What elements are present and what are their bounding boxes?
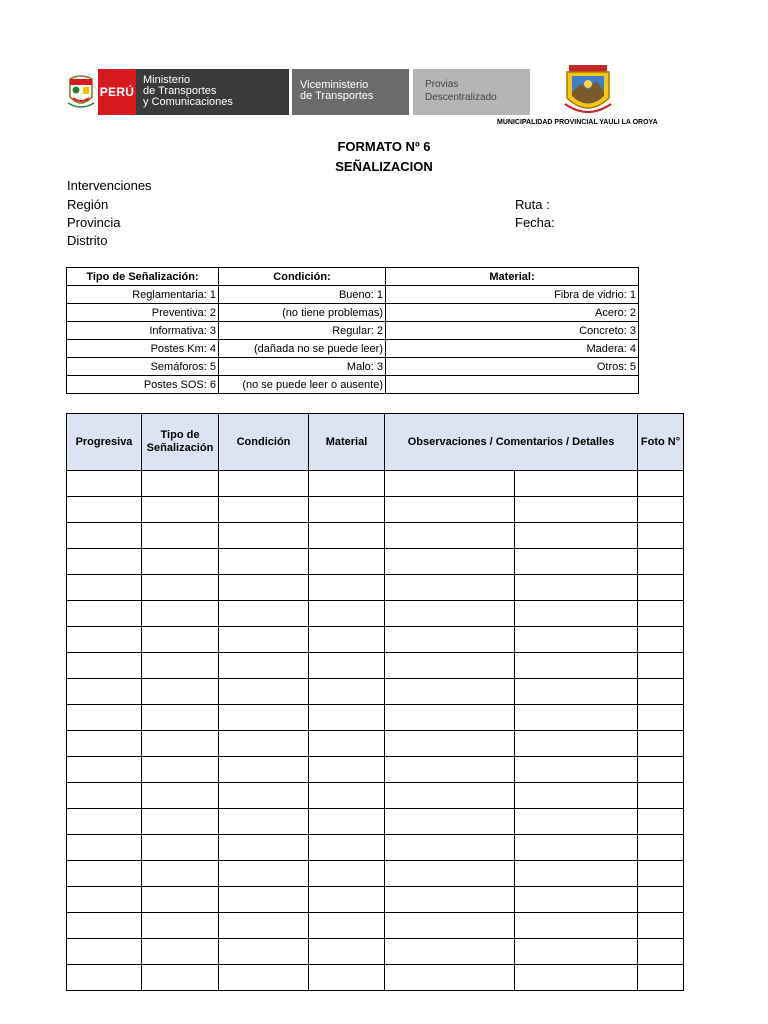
table-row (67, 627, 684, 653)
grid-cell[interactable] (385, 783, 515, 809)
legend-cell: (dañada no se puede leer) (219, 340, 386, 358)
legend-cell: (no tiene problemas) (219, 304, 386, 322)
grid-cell[interactable] (219, 965, 309, 991)
field-provincia: Provincia (67, 215, 121, 230)
grid-cell[interactable] (515, 575, 638, 601)
grid-cell[interactable] (67, 471, 142, 497)
grid-cell[interactable] (309, 913, 385, 939)
grid-cell[interactable] (638, 913, 684, 939)
grid-cell[interactable] (67, 887, 142, 913)
grid-cell[interactable] (142, 653, 219, 679)
table-row (67, 965, 684, 991)
grid-cell[interactable] (638, 757, 684, 783)
grid-cell[interactable] (309, 523, 385, 549)
grid-cell[interactable] (219, 627, 309, 653)
grid-cell[interactable] (219, 731, 309, 757)
grid-cell[interactable] (219, 809, 309, 835)
grid-cell[interactable] (67, 523, 142, 549)
grid-cell[interactable] (638, 783, 684, 809)
field-ruta: Ruta : (515, 197, 550, 212)
grid-cell[interactable] (219, 575, 309, 601)
table-row (67, 913, 684, 939)
legend-row (67, 358, 639, 376)
grid-cell[interactable] (515, 471, 638, 497)
table-row (67, 497, 684, 523)
grid-cell[interactable] (142, 835, 219, 861)
header-foto: Foto N° (638, 414, 684, 471)
grid-body (67, 471, 684, 991)
grid-cell[interactable] (67, 627, 142, 653)
grid-cell[interactable] (515, 705, 638, 731)
grid-cell[interactable] (142, 757, 219, 783)
grid-cell[interactable] (385, 835, 515, 861)
grid-cell[interactable] (67, 757, 142, 783)
grid-cell[interactable] (67, 549, 142, 575)
grid-cell[interactable] (515, 549, 638, 575)
grid-cell[interactable] (67, 783, 142, 809)
grid-cell[interactable] (219, 523, 309, 549)
grid-cell[interactable] (219, 705, 309, 731)
header-tipo-senalizacion: Tipo de Señalización (142, 414, 219, 471)
viceministerio-logo (292, 69, 409, 115)
grid-cell[interactable] (219, 471, 309, 497)
grid-cell[interactable] (219, 757, 309, 783)
grid-cell[interactable] (385, 757, 515, 783)
grid-cell[interactable] (309, 731, 385, 757)
legend-cell: Fibra de vidrio: 1 (386, 286, 639, 304)
legend-cell: Otros: 5 (386, 358, 639, 376)
grid-cell[interactable] (67, 913, 142, 939)
peru-logo (98, 69, 136, 115)
table-row (67, 809, 684, 835)
grid-cell[interactable] (515, 627, 638, 653)
grid-cell[interactable] (309, 601, 385, 627)
grid-cell[interactable] (638, 939, 684, 965)
grid-cell[interactable] (515, 523, 638, 549)
legend-cell: Preventiva: 2 (67, 304, 219, 322)
grid-cell[interactable] (142, 471, 219, 497)
grid-cell[interactable] (385, 653, 515, 679)
grid-cell[interactable] (309, 471, 385, 497)
header-material: Material (309, 414, 385, 471)
grid-cell[interactable] (219, 887, 309, 913)
grid-cell[interactable] (67, 601, 142, 627)
legend-cell: Informativa: 3 (67, 322, 219, 340)
grid-cell[interactable] (638, 549, 684, 575)
provias-line: Provias (425, 79, 459, 90)
legend-cell: Acero: 2 (386, 304, 639, 322)
grid-cell[interactable] (385, 471, 515, 497)
grid-cell[interactable] (638, 471, 684, 497)
legend-cell: (no se puede leer o ausente) (219, 376, 386, 394)
grid-cell[interactable] (219, 783, 309, 809)
grid-cell[interactable] (219, 913, 309, 939)
grid-cell[interactable] (638, 705, 684, 731)
grid-cell[interactable] (142, 679, 219, 705)
municipality-crest-icon (563, 64, 613, 118)
grid-cell[interactable] (142, 731, 219, 757)
grid-cell[interactable] (515, 601, 638, 627)
grid-cell[interactable] (385, 731, 515, 757)
legend-cell: Madera: 4 (386, 340, 639, 358)
grid-cell[interactable] (638, 679, 684, 705)
grid-cell[interactable] (385, 627, 515, 653)
grid-cell[interactable] (515, 835, 638, 861)
ministerio-logo (136, 69, 289, 115)
grid-cell[interactable] (67, 965, 142, 991)
grid-cell[interactable] (219, 497, 309, 523)
grid-cell[interactable] (67, 705, 142, 731)
legend-table (66, 267, 639, 394)
grid-cell[interactable] (385, 913, 515, 939)
grid-header-row (67, 414, 684, 471)
grid-cell[interactable] (309, 575, 385, 601)
table-row (67, 731, 684, 757)
grid-cell[interactable] (142, 627, 219, 653)
inventory-grid (66, 413, 684, 991)
legend-header-condicion: Condición: (219, 268, 386, 286)
table-row (67, 679, 684, 705)
legend-cell: Reglamentaria: 1 (67, 286, 219, 304)
grid-cell[interactable] (309, 783, 385, 809)
grid-cell[interactable] (219, 835, 309, 861)
table-row (67, 939, 684, 965)
municipality-name: MUNICIPALIDAD PROVINCIAL YAULI LA OROYA (497, 119, 658, 126)
grid-cell[interactable] (515, 783, 638, 809)
legend-header-row (67, 268, 639, 286)
field-region: Región (67, 197, 109, 212)
grid-cell[interactable] (515, 939, 638, 965)
grid-cell[interactable] (385, 601, 515, 627)
table-row (67, 757, 684, 783)
grid-cell[interactable] (309, 887, 385, 913)
grid-cell[interactable] (638, 887, 684, 913)
grid-cell[interactable] (142, 861, 219, 887)
grid-cell[interactable] (515, 679, 638, 705)
grid-cell[interactable] (309, 757, 385, 783)
grid-cell[interactable] (385, 861, 515, 887)
grid-cell[interactable] (515, 965, 638, 991)
grid-cell[interactable] (515, 809, 638, 835)
table-row (67, 705, 684, 731)
grid-cell[interactable] (309, 627, 385, 653)
provias-logo (413, 69, 530, 115)
field-fecha: Fecha: (515, 215, 555, 230)
grid-cell[interactable] (309, 835, 385, 861)
table-row (67, 601, 684, 627)
grid-cell[interactable] (385, 497, 515, 523)
grid-cell[interactable] (638, 653, 684, 679)
grid-cell[interactable] (67, 731, 142, 757)
grid-cell[interactable] (385, 705, 515, 731)
grid-cell[interactable] (142, 523, 219, 549)
grid-cell[interactable] (142, 939, 219, 965)
legend-cell: Postes Km: 4 (67, 340, 219, 358)
grid-cell[interactable] (385, 523, 515, 549)
grid-cell[interactable] (309, 965, 385, 991)
grid-cell[interactable] (67, 861, 142, 887)
table-row (67, 471, 684, 497)
grid-cell[interactable] (385, 575, 515, 601)
table-row (67, 575, 684, 601)
grid-cell[interactable] (142, 887, 219, 913)
legend-row (67, 304, 639, 322)
grid-cell[interactable] (515, 653, 638, 679)
grid-cell[interactable] (309, 679, 385, 705)
form-subtitle: SEÑALIZACION (335, 159, 433, 174)
grid-cell[interactable] (142, 497, 219, 523)
grid-cell[interactable] (385, 809, 515, 835)
provias-line: Descentralizado (425, 92, 497, 103)
grid-cell[interactable] (385, 939, 515, 965)
grid-cell[interactable] (309, 939, 385, 965)
grid-cell[interactable] (638, 809, 684, 835)
grid-cell[interactable] (638, 601, 684, 627)
peru-label: PERÚ (99, 85, 135, 99)
grid-cell[interactable] (67, 939, 142, 965)
grid-cell[interactable] (142, 965, 219, 991)
legend-cell: Concreto: 3 (386, 322, 639, 340)
field-distrito: Distrito (67, 233, 108, 248)
grid-cell[interactable] (67, 497, 142, 523)
grid-cell[interactable] (67, 809, 142, 835)
grid-cell[interactable] (309, 705, 385, 731)
grid-cell[interactable] (309, 809, 385, 835)
grid-cell[interactable] (309, 497, 385, 523)
legend-cell: Bueno: 1 (219, 286, 386, 304)
grid-cell[interactable] (515, 861, 638, 887)
legend-cell: Regular: 2 (219, 322, 386, 340)
grid-cell[interactable] (515, 757, 638, 783)
grid-cell[interactable] (309, 653, 385, 679)
grid-cell[interactable] (219, 549, 309, 575)
grid-cell[interactable] (67, 575, 142, 601)
legend-row (67, 286, 639, 304)
legend-header-tipo: Tipo de Señalización: (67, 268, 219, 286)
field-intervenciones: Intervenciones (67, 178, 152, 193)
legend-cell: Postes SOS: 6 (67, 376, 219, 394)
grid-cell[interactable] (638, 835, 684, 861)
grid-cell[interactable] (142, 809, 219, 835)
ministerio-line: y Comunicaciones (143, 96, 233, 108)
table-row (67, 523, 684, 549)
grid-cell[interactable] (67, 653, 142, 679)
header-condicion: Condición (219, 414, 309, 471)
grid-cell[interactable] (309, 549, 385, 575)
grid-cell[interactable] (515, 497, 638, 523)
legend-row (67, 376, 639, 394)
legend-row (67, 322, 639, 340)
grid-cell[interactable] (219, 679, 309, 705)
header-observaciones: Observaciones / Comentarios / Detalles (385, 414, 638, 471)
table-row (67, 783, 684, 809)
vice-line: de Transportes (300, 90, 374, 102)
grid-cell[interactable] (385, 887, 515, 913)
grid-cell[interactable] (638, 965, 684, 991)
grid-cell[interactable] (515, 913, 638, 939)
form-title: FORMATO Nº 6 (337, 139, 431, 154)
grid-cell[interactable] (142, 913, 219, 939)
grid-cell[interactable] (638, 861, 684, 887)
grid-cell[interactable] (515, 731, 638, 757)
grid-cell[interactable] (385, 679, 515, 705)
ministry-banner (64, 69, 530, 115)
grid-cell[interactable] (219, 601, 309, 627)
grid-cell[interactable] (142, 783, 219, 809)
grid-cell[interactable] (638, 731, 684, 757)
table-row (67, 653, 684, 679)
grid-cell[interactable] (142, 601, 219, 627)
legend-cell (386, 376, 639, 394)
grid-cell[interactable] (142, 575, 219, 601)
grid-cell[interactable] (638, 523, 684, 549)
table-row (67, 549, 684, 575)
grid-cell[interactable] (142, 705, 219, 731)
legend-row (67, 340, 639, 358)
grid-cell[interactable] (219, 939, 309, 965)
ministerio-line: Ministerio (143, 74, 191, 86)
grid-cell[interactable] (515, 887, 638, 913)
grid-cell[interactable] (142, 549, 219, 575)
grid-cell[interactable] (67, 679, 142, 705)
grid-cell[interactable] (385, 965, 515, 991)
peru-coat-of-arms-icon (64, 69, 98, 115)
legend-header-material: Material: (386, 268, 639, 286)
grid-cell[interactable] (385, 549, 515, 575)
grid-cell[interactable] (309, 861, 385, 887)
grid-cell[interactable] (638, 497, 684, 523)
table-row (67, 861, 684, 887)
table-row (67, 887, 684, 913)
legend-cell: Semáforos: 5 (67, 358, 219, 376)
table-row (67, 835, 684, 861)
legend-cell: Malo: 3 (219, 358, 386, 376)
ministerio-line: de Transportes (143, 85, 217, 97)
grid-cell[interactable] (219, 653, 309, 679)
header-progresiva: Progresiva (67, 414, 142, 471)
vice-line: Viceministerio (300, 79, 369, 91)
grid-cell[interactable] (638, 575, 684, 601)
grid-cell[interactable] (67, 835, 142, 861)
grid-cell[interactable] (638, 627, 684, 653)
grid-cell[interactable] (219, 861, 309, 887)
